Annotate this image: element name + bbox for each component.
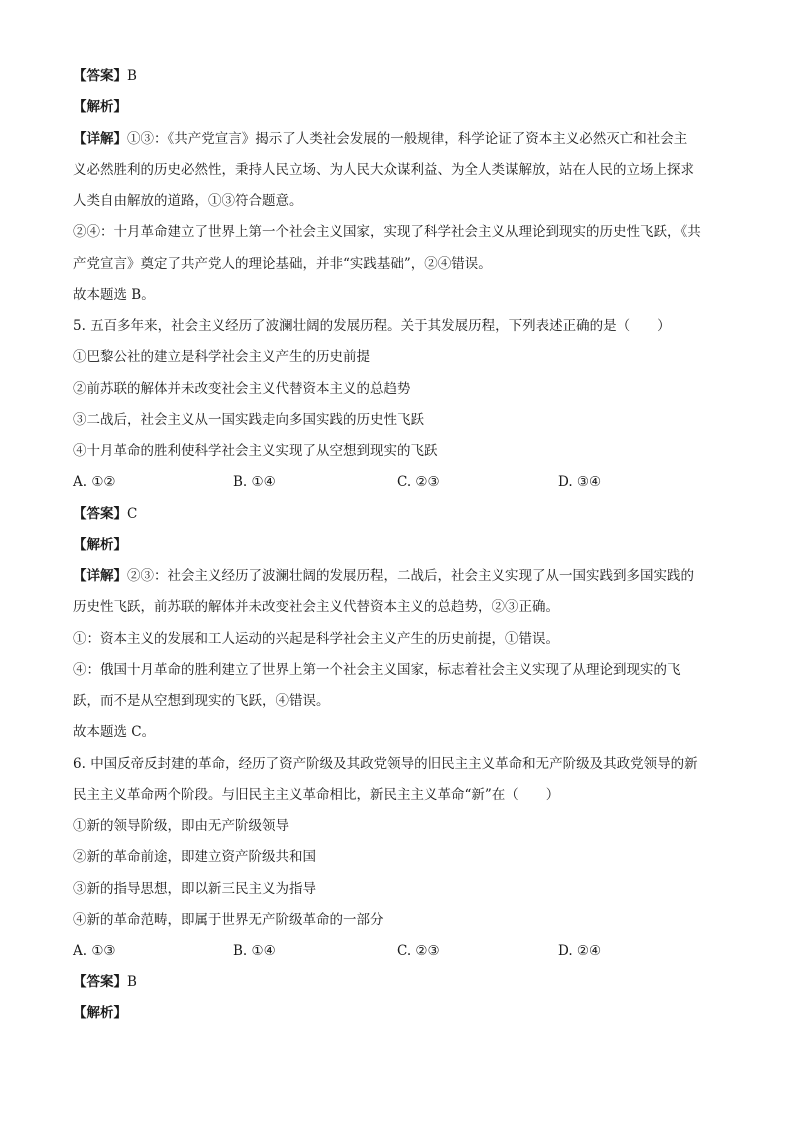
answer-value: B (127, 974, 137, 990)
answer-value: B (127, 68, 137, 84)
option-d: D. ③④ (558, 474, 602, 490)
question-item: ④十月革命的胜利使科学社会主义实现了从空想到现实的飞跃 (73, 443, 438, 459)
detail-line: 产党宣言》奠定了共产党人的理论基础，并非“实践基础”，②④错误。 (73, 256, 492, 272)
option-d: D. ②④ (558, 943, 602, 959)
option-a: A. ①③ (73, 943, 116, 959)
analysis-tag: 【解析】 (73, 99, 127, 115)
answer-tag: 【答案】 (73, 506, 127, 522)
question-item: ①巴黎公社的建立是科学社会主义产生的历史前提 (73, 349, 370, 365)
detail-line: 故本题选 C。 (73, 724, 156, 740)
answer-line (73, 504, 137, 524)
answer-value: C (127, 506, 138, 522)
question-number: 5. (73, 318, 86, 334)
question-number: 6. (73, 756, 86, 772)
question-item: ②前苏联的解体并未改变社会主义代替资本主义的总趋势 (73, 381, 411, 397)
option-b: B. ①④ (233, 943, 276, 959)
option-c: C. ②③ (397, 474, 440, 490)
detail-line: 故本题选 B。 (73, 287, 155, 303)
question-item: ②新的革命前途，即建立资产阶级共和国 (73, 849, 316, 865)
option-b: B. ①④ (233, 474, 276, 490)
answer-tag: 【答案】 (73, 68, 127, 84)
option-a: A. ①② (73, 474, 116, 490)
option-c: C. ②③ (397, 943, 440, 959)
question-item: ①新的领导阶级，即由无产阶级领导 (73, 818, 289, 834)
detail-tag: 【详解】 (73, 131, 127, 147)
answer-tag: 【答案】 (73, 974, 127, 990)
answer-line (73, 66, 137, 86)
detail-line: 跃，而不是从空想到现实的飞跃，④错误。 (73, 693, 330, 709)
question-item: ③新的指导思想，即以新三民主义为指导 (73, 881, 316, 897)
question-stem-cont: 民主主义革命两个阶段。与旧民主主义革命相比，新民主主义革命“新”在（ ） (73, 787, 560, 803)
question-stem: 6. 中国反帝反封建的革命，经历了资产阶级及其政党领导的旧民主主义革命和无产阶级及其政党领导的新 (73, 756, 698, 772)
detail-line: 【详解】①③：《共产党宣言》揭示了人类社会发展的一般规律，科学论证了资本主义必然灭亡和社会主 (73, 131, 688, 147)
detail-line: 义必然胜利的历史必然性，秉持人民立场、为人民大众谋利益、为全人类谋解放，站在人民的立场上探求 (73, 162, 694, 178)
detail-line: ①：资本主义的发展和工人运动的兴起是科学社会主义产生的历史前提，①错误。 (73, 631, 559, 647)
analysis-tag: 【解析】 (73, 1005, 127, 1021)
question-item: ③二战后，社会主义从一国实践走向多国实践的历史性飞跃 (73, 412, 424, 428)
detail-line: ④：俄国十月革命的胜利建立了世界上第一个社会主义国家，标志着社会主义实现了从理论到现实的飞 (73, 662, 681, 678)
detail-line: 人类自由解放的道路，①③符合题意。 (73, 193, 303, 209)
answer-line (73, 972, 137, 992)
detail-line: ②④：十月革命建立了世界上第一个社会主义国家，实现了科学社会主义从理论到现实的历史性飞跃，《共 (73, 224, 701, 240)
detail-tag: 【详解】 (73, 568, 127, 584)
question-stem: 5. 五百多年来，社会主义经历了波澜壮阔的发展历程。关于其发展历程，下列表述正确的是（ ） (73, 318, 671, 334)
detail-line: 历史性飞跃，前苏联的解体并未改变社会主义代替资本主义的总趋势，②③正确。 (73, 599, 559, 615)
detail-line: 【详解】②③：社会主义经历了波澜壮阔的发展历程，二战后，社会主义实现了从一国实践到多国实践的 (73, 568, 694, 584)
analysis-tag: 【解析】 (73, 537, 127, 553)
question-item: ④新的革命范畴，即属于世界无产阶级革命的一部分 (73, 912, 384, 928)
